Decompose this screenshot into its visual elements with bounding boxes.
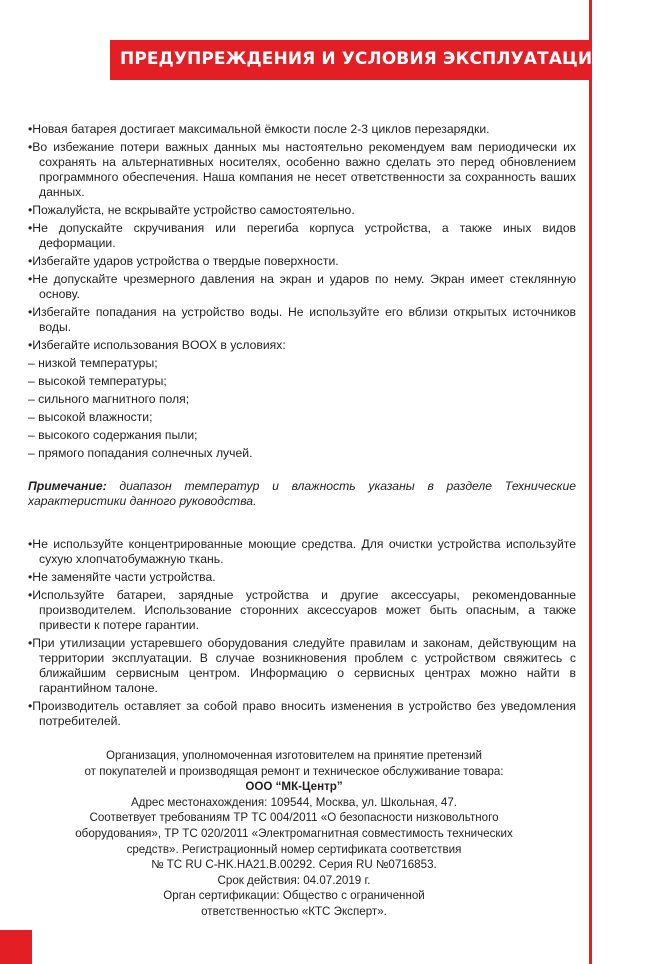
note-text: диапазон температур и влажность указаны в разделе Технические характеристики данного руководства. xyxy=(28,479,576,508)
corner-accent-block xyxy=(0,930,32,964)
right-margin-rule xyxy=(589,0,592,964)
validity-date: Срок действия: 04.07.2019 г. xyxy=(217,873,371,887)
footer-line: Орган сертификации: Общество с ограниченной xyxy=(163,889,425,903)
condition-item: – высокой влажности; xyxy=(28,410,153,424)
organization-name: ООО “МК-Центр” xyxy=(245,780,343,794)
conditions-list xyxy=(28,356,576,461)
warning-item-cleaning: •Не используйте концентрированные моющие средства. Для очистки устройства используйте сухую хлопчатобумажную ткань. xyxy=(28,537,576,566)
main-content xyxy=(28,122,576,732)
note-label: Примечание: xyxy=(28,479,107,493)
footer-line: Соответвует требованиям ТР ТС 004/2011 «О безопасности низковольтного xyxy=(89,811,499,825)
warning-item-conditions: •Избегайте использования BOOX в условиях: xyxy=(28,338,286,352)
warning-item-water: •Избегайте попадания на устройство воды. Не используйте его вблизи открытых источников воды. xyxy=(28,305,576,334)
warning-item-accessories: •Используйте батареи, зарядные устройства и другие аксессуары, рекомендованные производителем. Использование сторонних аксессуаров может быть опасным, а также привести к потере гарантии. xyxy=(28,588,576,632)
title-banner xyxy=(110,40,607,80)
condition-item: – высокой температуры; xyxy=(28,374,167,388)
warning-item-battery: •Новая батарея достигает максимальной ёмкости после 2-3 циклов перезарядки. xyxy=(28,122,490,136)
certificate-number: № TC RU C-HK.HA21.B.00292. Серия RU №0716853. xyxy=(151,858,437,872)
condition-item: – прямого попадания солнечных лучей. xyxy=(28,446,253,460)
warning-item-screen-pressure: •Не допускайте чрезмерного давления на экран и ударов по нему. Экран имеет стеклянную основу. xyxy=(28,272,576,301)
footer-line: средств». Регистрационный номер сертификата соответствия xyxy=(126,842,462,856)
condition-item: – сильного магнитного поля; xyxy=(28,392,190,406)
warning-item-disposal: •При утилизации устаревшего оборудования следуйте правилам и законам, действующим на территории эксплуатации. В случае возникновения проблем с устройством свяжитесь с ближайшим сервисным центром. Информацию о сервисных центрах можно найти в гарантийном талоне. xyxy=(28,636,576,695)
warnings-list-2 xyxy=(28,537,576,729)
warning-item-manufacturer: •Производитель оставляет за собой право вносить изменения в устройство без уведомления потребителей. xyxy=(28,699,576,728)
footer-address: Адрес местонахождения: 109544, Москва, ул. Школьная, 47. xyxy=(130,795,458,809)
warning-item-no-impact: •Избегайте ударов устройства о твердые поверхности. xyxy=(28,254,339,268)
footer-line: от покупателей и производящая ремонт и техническое обслуживание товара: xyxy=(84,764,504,778)
warning-item-no-bend: •Не допускайте скручивания или перегиба корпуса устройства, а также иных видов деформации. xyxy=(28,221,576,250)
warning-item-no-open: •Пожалуйста, не вскрывайте устройство самостоятельно. xyxy=(28,203,355,217)
footer-line: оборудования», ТР ТС 020/2011 «Электромагнитная совместимость технических xyxy=(75,826,513,840)
condition-item: – низкой температуры; xyxy=(28,356,158,370)
footer-info xyxy=(20,748,568,920)
condition-item: – высокого содержания пыли; xyxy=(28,428,198,442)
note-paragraph xyxy=(28,479,576,509)
page-title: ПРЕДУПРЕЖДЕНИЯ И УСЛОВИЯ ЭКСПЛУАТАЦИИ xyxy=(120,49,607,69)
footer-line: Организация, уполномоченная изготовителем на принятие претензий xyxy=(105,749,483,762)
warning-item-no-replace: •Не заменяйте части устройства. xyxy=(28,570,216,584)
warnings-list xyxy=(28,122,576,353)
footer-line: ответственностью «КТС Эксперт». xyxy=(201,904,387,918)
warning-item-backup: •Во избежание потери важных данных мы настоятельно рекомендуем вам периодически их сохранять на альтернативных носителях, особенно важно сделать это перед обновлением программного обеспечения. Наша компания не несет ответственности за сохранность ваших данных. xyxy=(28,140,576,199)
